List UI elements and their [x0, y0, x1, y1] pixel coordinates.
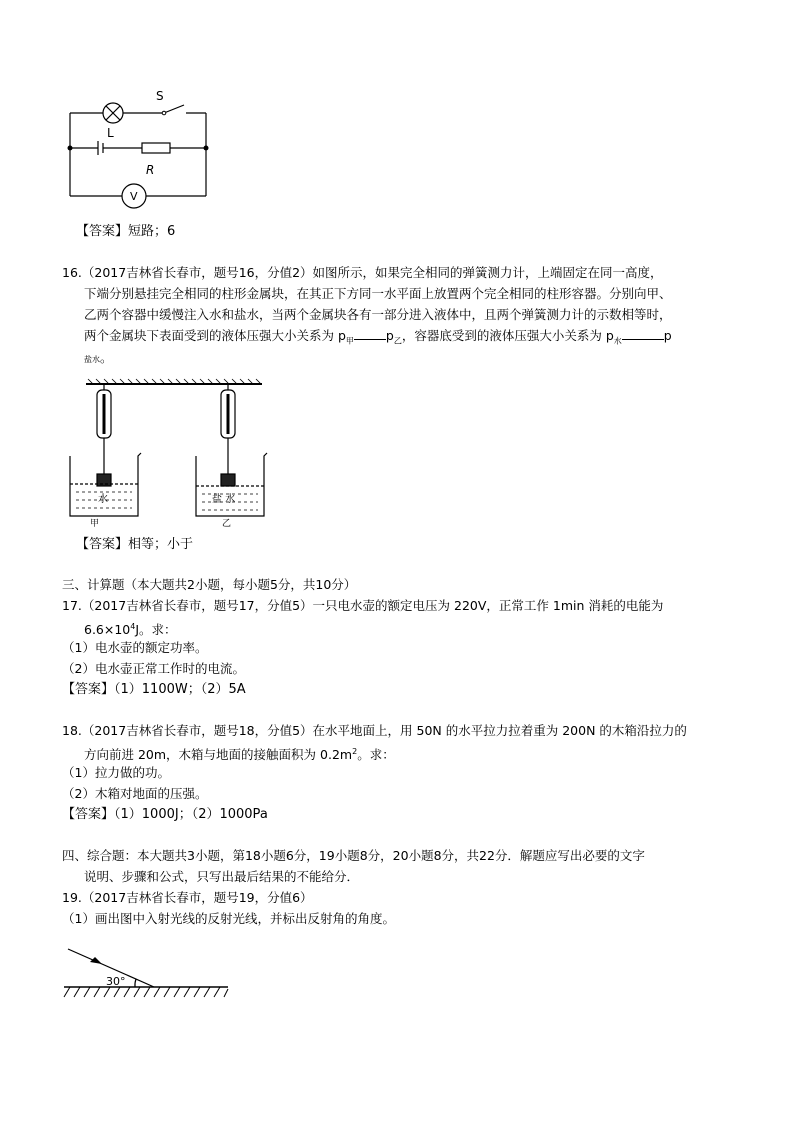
resistor-icon	[142, 143, 170, 153]
subscript: 甲	[345, 336, 354, 346]
superscript: 2	[352, 747, 358, 756]
answer-prefix: 【答案】	[62, 682, 115, 697]
metal-block-right-icon	[221, 474, 235, 486]
q18-answer	[62, 807, 268, 823]
q16-line-5	[84, 350, 113, 368]
text-segment: 6.6×10	[84, 622, 131, 638]
text-segment: p	[663, 328, 672, 343]
text-segment: 。	[100, 350, 113, 365]
answer-text: 短路；6	[128, 224, 176, 239]
q18-line-2	[84, 744, 395, 763]
q16-line-3: 乙两个容器中缓慢注入水和盐水，当两个金属块各有一部分进入液体中，且两个弹簧测力计的示数相等时，	[84, 307, 672, 322]
voltmeter-label: V	[130, 190, 138, 203]
q18-sub-1: （1）拉力做的功。	[62, 765, 170, 780]
q17-sub-2: （2）电水壶正常工作时的电流。	[62, 661, 245, 676]
label-salt-water: 盐 水	[212, 494, 236, 505]
subscript: 水	[613, 336, 622, 346]
section-4-heading-line-1: 四、综合题：本大题共3小题，第18小题6分，19小题8分，20小题8分，共22分．解题应写出必要的文字	[62, 848, 645, 863]
q16-line-4	[84, 328, 672, 350]
q16-line-2: 下端分别悬挂完全相同的柱形金属块，在其正下方同一水平面上放置两个完全相同的柱形容器。分别向甲、	[84, 286, 672, 301]
text-segment: 。求：	[357, 747, 395, 763]
subscript: 盐水	[84, 355, 100, 364]
circuit-diagram	[60, 85, 220, 205]
q15-answer	[76, 224, 175, 240]
text-segment: 两个金属块下表面受到的液体压强大小关系为 p	[84, 328, 346, 343]
q17-answer	[62, 682, 246, 698]
switch-icon	[164, 105, 184, 113]
answer-prefix: 【答案】	[62, 807, 115, 822]
label-jia: 甲	[90, 519, 100, 529]
text-segment: ，容器底受到的液体压强大小关系为 p	[401, 328, 614, 343]
resistor-label: R	[146, 163, 155, 177]
label-yi: 乙	[222, 519, 232, 529]
lamp-label: L	[107, 126, 114, 140]
q17-sub-1: （1）电水壶的额定功率。	[62, 640, 208, 655]
section-3-heading: 三、计算题（本大题共2小题，每小题5分，共10分）	[62, 577, 357, 592]
text-segment: p	[385, 328, 394, 343]
switch-label: S	[156, 89, 164, 103]
superscript: 4	[130, 622, 136, 631]
q18-line-1: 18.（2017吉林省长春市，题号18，分值5）在水平地面上，用 50N 的水平拉力拉着重为 200N 的木箱沿拉力的	[62, 723, 687, 738]
text-segment: 方向前进 20m，木箱与地面的接触面积为 0.2m	[84, 747, 353, 763]
answer-text: 相等；小于	[128, 537, 194, 552]
blank-2	[622, 328, 664, 340]
subscript: 乙	[393, 336, 402, 346]
q17-line-1: 17.（2017吉林省长春市，题号17，分值5）一只电水壶的额定电压为 220V，正常工作 1min 消耗的电能为	[62, 598, 664, 613]
reflection-figure	[62, 945, 232, 1005]
q17-line-2	[84, 619, 177, 638]
answer-prefix: 【答案】	[76, 537, 129, 552]
angle-label: 30°	[106, 975, 126, 988]
q16-line-1: 16.（2017吉林省长春市，题号16，分值2）如图所示，如果完全相同的弹簧测力计，上端固定在同一高度，	[62, 265, 663, 280]
arrow-icon	[90, 957, 102, 964]
q19-line-1: 19.（2017吉林省长春市，题号19，分值6）	[62, 890, 313, 905]
q19-sub-1: （1）画出图中入射光线的反射光线，并标出反射角的角度。	[62, 911, 395, 926]
q18-sub-2: （2）木箱对地面的压强。	[62, 786, 208, 801]
answer-text: （1）1000J；（2）1000Pa	[114, 807, 268, 822]
answer-text: （1）1100W；（2）5A	[114, 682, 246, 697]
q16-answer	[76, 537, 193, 553]
blank-1	[354, 328, 386, 340]
label-water: 水	[98, 494, 108, 505]
metal-block-left-icon	[97, 474, 111, 486]
text-segment: J。求：	[135, 622, 177, 638]
answer-prefix: 【答案】	[76, 224, 129, 239]
spring-scale-figure	[62, 376, 272, 529]
section-4-heading-line-2: 说明、步骤和公式，只写出最后结果的不能给分．	[84, 869, 360, 884]
